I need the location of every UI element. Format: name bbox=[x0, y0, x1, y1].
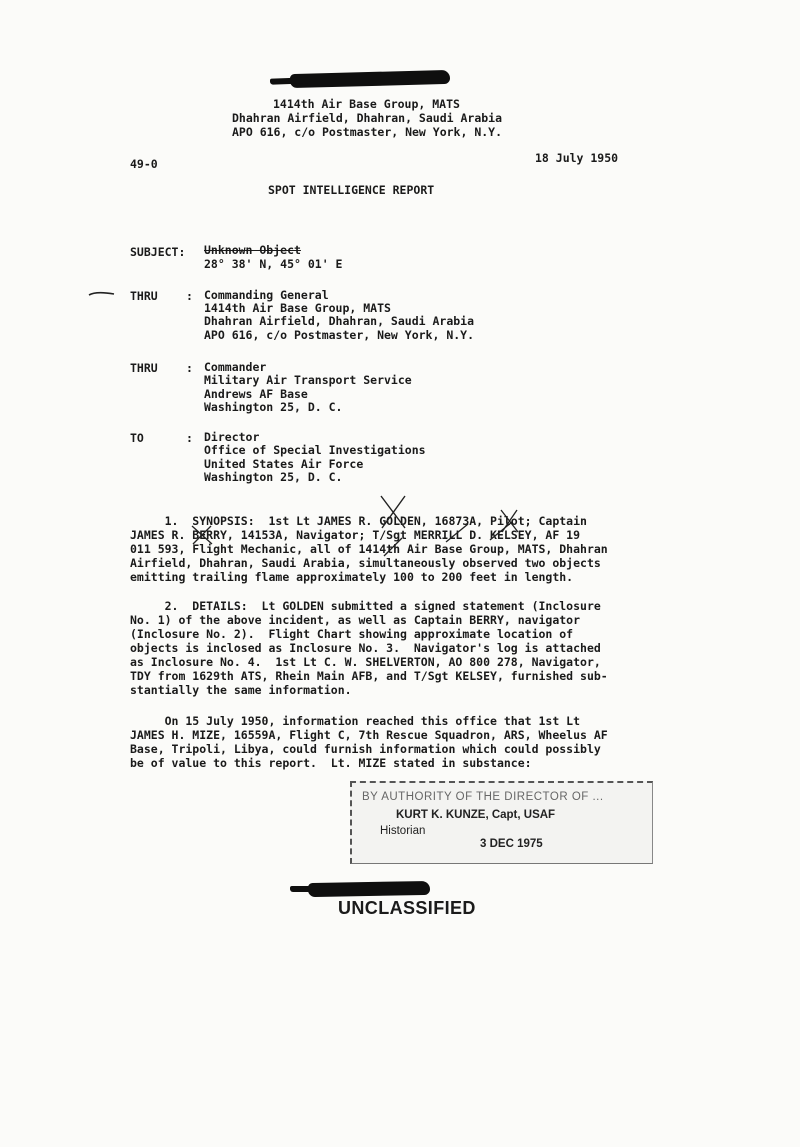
report-title: SPOT INTELLIGENCE REPORT bbox=[268, 183, 435, 197]
paragraph-info-line-1: On 15 July 1950, information reached this office that 1st Lt bbox=[130, 714, 581, 728]
handwritten-x-mark bbox=[382, 536, 404, 558]
subject-line-1: Unknown Object bbox=[204, 243, 301, 257]
thru-label-2: THRU bbox=[130, 361, 158, 375]
handwritten-x-mark bbox=[444, 522, 470, 544]
thru-line-2-3: Andrews AF Base bbox=[204, 387, 308, 401]
paragraph-details-line-3: (Inclosure No. 2). Flight Chart showing approximate location of bbox=[130, 627, 574, 641]
paragraph-synopsis-line-4: Airfield, Dhahran, Saudi Arabia, simultaneously observed two objects bbox=[130, 556, 601, 570]
thru-line-1-3: Dhahran Airfield, Dhahran, Saudi Arabia bbox=[204, 314, 475, 328]
thru-line-1-4: APO 616, c/o Postmaster, New York, N.Y. bbox=[204, 328, 475, 342]
thru-line-2-4: Washington 25, D. C. bbox=[204, 400, 343, 414]
handwritten-x-mark bbox=[488, 520, 514, 542]
stamp-officer-title: Historian bbox=[380, 825, 426, 837]
paragraph-synopsis-line-2: JAMES R. BERRY, 14153A, Navigator; T/Sgt MERRILL D. KELSEY, AF 19 bbox=[130, 528, 581, 542]
paragraph-synopsis-line-3: 011 593, Flight Mechanic, all of 1414th Air Base Group, MATS, Dhahran bbox=[130, 542, 608, 556]
thru-label-1: THRU bbox=[130, 289, 158, 303]
margin-mark bbox=[88, 289, 116, 301]
paragraph-details-line-7: stantially the same information. bbox=[130, 683, 352, 697]
thru-line-2-1: Commander bbox=[204, 360, 267, 374]
redaction-bar-bottom bbox=[308, 881, 430, 897]
paragraph-info-line-2: JAMES H. MIZE, 16559A, Flight C, 7th Rescue Squadron, ARS, Wheelus AF bbox=[130, 728, 608, 742]
redaction-bar-top bbox=[290, 70, 450, 88]
paragraph-details-line-6: TDY from 1629th ATS, Rhein Main AFB, and T/Sgt KELSEY, furnished sub- bbox=[130, 669, 608, 683]
subject-line-2: 28° 38' N, 45° 01' E bbox=[204, 257, 343, 271]
stamp-date: 3 DEC 1975 bbox=[480, 838, 543, 850]
to-label: TO bbox=[130, 431, 144, 445]
paragraph-synopsis-line-5: emitting trailing flame approximately 100 to 200 feet in length. bbox=[130, 570, 574, 584]
classification-marking: UNCLASSIFIED bbox=[338, 898, 476, 918]
paragraph-details-line-4: objects is inclosed as Inclosure No. 3. Navigator's log is attached bbox=[130, 641, 601, 655]
to-colon: : bbox=[186, 431, 193, 445]
redaction-bar-bottom-tail bbox=[290, 886, 320, 892]
report-date: 18 July 1950 bbox=[535, 151, 619, 165]
paragraph-info-line-4: be of value to this report. Lt. MIZE stated in substance: bbox=[130, 756, 532, 770]
to-line-2: Office of Special Investigations bbox=[204, 443, 426, 457]
header-line-1: 1414th Air Base Group, MATS bbox=[273, 97, 460, 111]
thru-line-2-2: Military Air Transport Service bbox=[204, 373, 412, 387]
file-number: 49-0 bbox=[130, 157, 158, 171]
subject-label: SUBJECT: bbox=[130, 245, 186, 259]
header-line-3: APO 616, c/o Postmaster, New York, N.Y. bbox=[232, 125, 503, 139]
to-line-4: Washington 25, D. C. bbox=[204, 470, 343, 484]
to-line-3: United States Air Force bbox=[204, 457, 364, 471]
to-line-1: Director bbox=[204, 430, 260, 444]
thru-colon-1: : bbox=[186, 289, 193, 303]
stamp-officer-name: KURT K. KUNZE, Capt, USAF bbox=[396, 809, 556, 821]
declassification-stamp bbox=[350, 781, 653, 864]
paragraph-details-line-5: as Inclosure No. 4. 1st Lt C. W. SHELVERTON, AO 800 278, Navigator, bbox=[130, 655, 601, 669]
paragraph-details-line-2: No. 1) of the above incident, as well as Captain BERRY, navigator bbox=[130, 613, 581, 627]
thru-line-1-1: Commanding General bbox=[204, 288, 329, 302]
paragraph-details-line-1: 2. DETAILS: Lt GOLDEN submitted a signed statement (Inclosure bbox=[130, 599, 601, 613]
stamp-authority-line: BY AUTHORITY OF THE DIRECTOR OF ... bbox=[362, 791, 604, 803]
handwritten-x-mark bbox=[378, 494, 408, 530]
handwritten-x-mark bbox=[190, 524, 214, 546]
paragraph-synopsis-line-1: 1. SYNOPSIS: 1st Lt JAMES R. GOLDEN, 16873A, Pilot; Captain bbox=[130, 514, 587, 528]
thru-line-1-2: 1414th Air Base Group, MATS bbox=[204, 301, 391, 315]
thru-colon-2: : bbox=[186, 361, 193, 375]
paragraph-info-line-3: Base, Tripoli, Libya, could furnish information which could possibly bbox=[130, 742, 601, 756]
header-line-2: Dhahran Airfield, Dhahran, Saudi Arabia bbox=[232, 111, 503, 125]
